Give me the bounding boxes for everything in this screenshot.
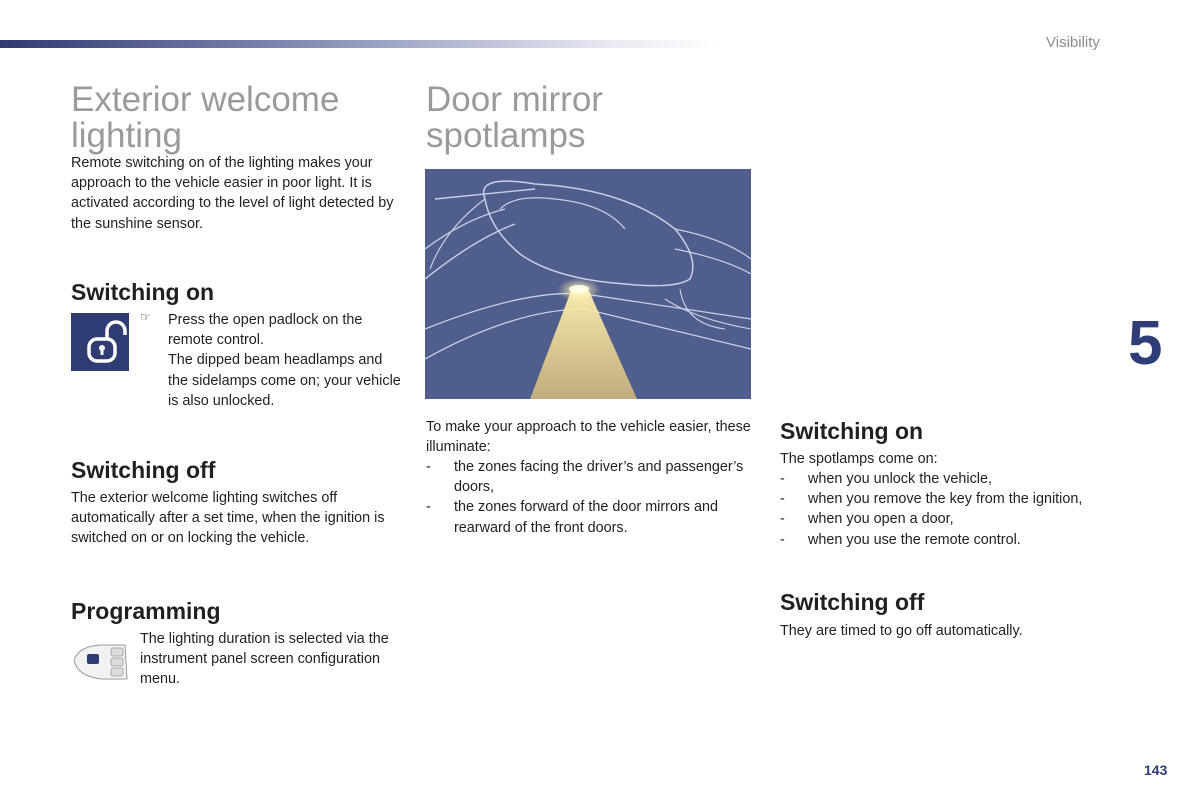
open-padlock-icon (71, 313, 129, 371)
list-item: - when you use the remote control. (780, 531, 1021, 548)
door-mirror-zones-list (426, 457, 751, 538)
door-mirror-spotlamp-illustration (425, 169, 751, 399)
left-switching-off-text: The exterior welcome lighting switches off automatically after a set time, when the ignition is switched on or on locking the vehicle. (71, 490, 385, 547)
right-switching-on-heading: Switching on (780, 418, 924, 444)
right-switching-on-intro: The spotlamps come on: (780, 451, 938, 467)
spotlamp-conditions-list (780, 469, 1120, 550)
left-switching-off-heading: Switching off (71, 457, 216, 483)
list-item: - the zones forward of the door mirrors and rearward of the front doors. (426, 499, 718, 536)
list-item: - when you remove the key from the ignition, (780, 491, 1083, 508)
page-number: 143 (1144, 762, 1168, 778)
list-item-text: the zones forward of the door mirrors and rearward of the front doors. (454, 499, 718, 536)
list-item-text: when you open a door, (808, 511, 954, 528)
door-mirror-intro: To make your approach to the vehicle easier, these illuminate: (426, 419, 751, 456)
chapter-number: 5 (1128, 309, 1163, 378)
section-title: Visibility (1046, 34, 1100, 51)
programming-text: The lighting duration is selected via the instrument panel screen configuration menu. (140, 631, 389, 688)
list-item-text: when you remove the key from the ignition, (808, 491, 1083, 508)
exterior-welcome-intro: Remote switching on of the lighting makes your approach to the vehicle easier in poor light. It is activated according to the level of light detected by the sunshine sensor. (71, 155, 394, 232)
list-item: - the zones facing the driver’s and passenger’s doors, (426, 459, 744, 496)
list-item: - when you open a door, (780, 511, 954, 528)
list-item-text: when you use the remote control. (808, 531, 1021, 548)
right-switching-off-heading: Switching off (780, 589, 925, 615)
switching-on-line-2: The dipped beam headlamps and the sidelamps come on; your vehicle is also unlocked. (168, 352, 401, 409)
left-switching-on-text (140, 310, 405, 411)
programming-heading: Programming (71, 598, 221, 624)
list-item: - when you unlock the vehicle, (780, 471, 992, 487)
exterior-welcome-title: Exterior welcome lighting (71, 80, 340, 155)
switching-on-line-1: Press the open padlock on the remote control. (168, 312, 363, 349)
right-switching-off-text: They are timed to go off automatically. (780, 623, 1023, 639)
header-bar (0, 40, 720, 48)
door-mirror-title: Door mirror spotlamps (426, 80, 603, 155)
config-control-icon (71, 642, 129, 682)
list-item-text: when you unlock the vehicle, (808, 471, 992, 487)
list-item-text: the zones facing the driver’s and passenger’s doors, (454, 459, 744, 496)
left-switching-on-heading: Switching on (71, 279, 215, 305)
pointing-hand-icon: ☞ (140, 310, 151, 324)
